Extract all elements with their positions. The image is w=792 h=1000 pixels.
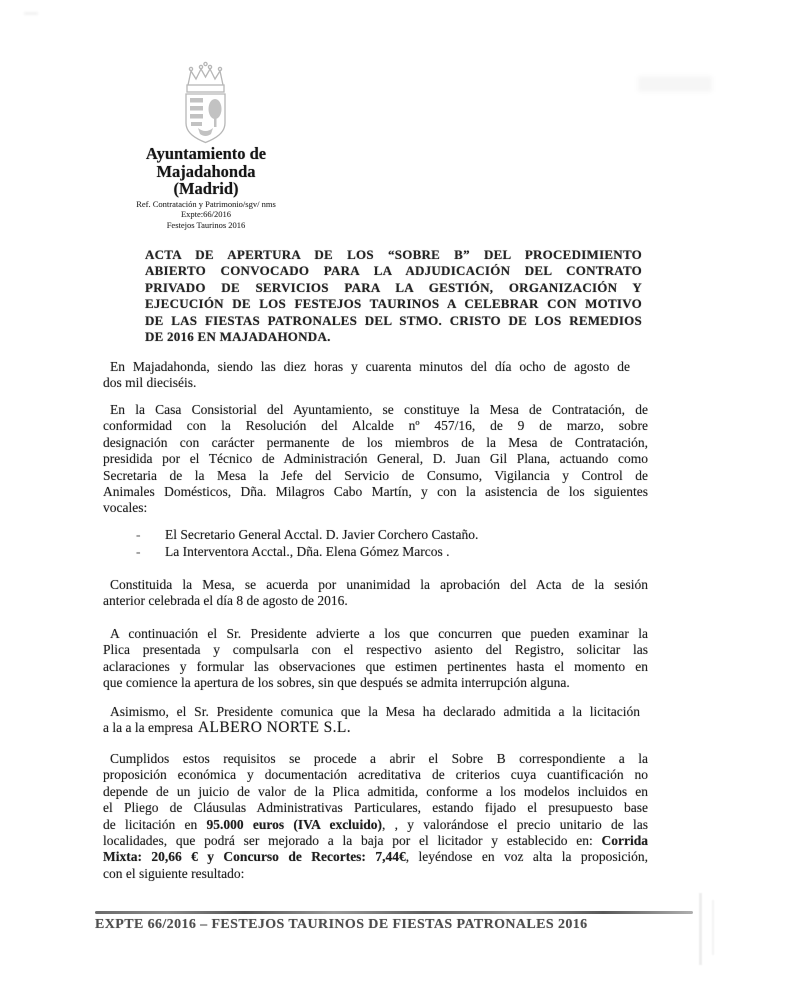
text-segment: a la a la empresa [103, 720, 193, 736]
text-segment: localidades, que podrá ser mejorado a la baja por el licitador y establecido en: [103, 833, 602, 849]
scan-artifact [638, 76, 712, 92]
paragraph-mesa-constitucion [103, 402, 648, 517]
text-line: designación con carácter permanente de los miembros de la Mesa de Contratación, [103, 434, 648, 450]
paragraph-date-place [103, 359, 630, 392]
dash-bullet-icon: - [136, 543, 141, 559]
text-line [103, 720, 640, 736]
text-line: que comience la apertura de los sobres, sin que después se admita interrupción alguna. [103, 675, 570, 691]
text-line: A continuación el Sr. Presidente advierte a los que concurren que pueden examinar la [110, 626, 648, 641]
vocal-name: La Interventora Acctal., Dña. Elena Gómez Marcos . [165, 543, 450, 559]
vocal-name: El Secretario General Acctal. D. Javier Corchero Castaño. [165, 527, 479, 542]
ticket-prices: Mixta: 20,66 € y Concurso de Recortes: 7,44€ [103, 849, 406, 865]
text-line: dos mil dieciséis. [103, 375, 197, 391]
text-line: vocales: [103, 500, 148, 516]
org-name-line: Majadahonda [156, 161, 256, 181]
text-line: Animales Domésticos, Dña. Milagros Cabo Martín, y con la asistencia de los siguientes [103, 484, 648, 500]
paragraph-advertencia-presidente [103, 626, 648, 692]
footer-divider-line [95, 911, 693, 914]
text-segment: de licitación en [103, 816, 207, 832]
text-line: aclaraciones y formular las observaciones que estimen pertinentes hasta el momento en [103, 658, 648, 674]
text-line: Cumplidos estos requisitos se procede a abrir el Sobre B correspondiente a la [110, 751, 648, 766]
text-line: con el siguiente resultado: [103, 865, 245, 881]
list-item [136, 527, 646, 544]
scan-artifact [699, 893, 702, 965]
dash-bullet-icon: - [136, 527, 141, 542]
title-line: PRIVADO DE SERVICIOS PARA LA GESTIÓN, ORGANIZACIÓN Y [145, 279, 642, 295]
title-line: EJECUCIÓN DE LOS FESTEJOS TAURINOS A CELEBRAR CON MOTIVO [145, 296, 642, 312]
org-name-line: Ayuntamiento de [145, 144, 267, 163]
reference-line: Festejos Taurinos 2016 [166, 219, 246, 230]
vocales-list [136, 527, 646, 560]
text-segment: , leyéndose en voz alta la proposición, [405, 849, 648, 865]
text-line: En Majadahonda, siendo las diez horas y cuarenta minutos del día ocho de agosto de [110, 359, 630, 374]
text-line: depende de un juicio de valor de la Plica admitida, conforme a los modelos incluidos en [103, 783, 648, 799]
scan-artifact [712, 900, 714, 955]
text-line [103, 849, 648, 865]
list-item [136, 544, 646, 561]
org-name-line: (Madrid) [173, 179, 239, 198]
text-line [103, 817, 648, 833]
text-line: proposición económica y documentación acreditativa de criterios cuya cuantificación no [103, 767, 648, 783]
text-segment: , , y valorándose el precio unitario de las [381, 816, 648, 832]
text-line: anterior celebrada el día 8 de agosto de 2016. [103, 593, 348, 609]
text-line: Constituida la Mesa, se acuerda por unanimidad la aprobación del Acta de la sesión [110, 577, 648, 592]
paragraph-apertura-sobre-b [103, 751, 648, 882]
text-line: Secretaria de la Mesa la Jefe del Servicio de Consumo, Vigilancia y Control de [103, 467, 648, 483]
company-name: ALBERO NORTE S.L. [197, 719, 352, 737]
reference-line: Ref. Contratación y Patrimonio/sgv/ nms [136, 199, 276, 209]
coat-of-arms-icon [171, 60, 240, 145]
budget-amount: 95.000 euros (IVA excluido) [206, 816, 382, 832]
text-line: Asimismo, el Sr. Presidente comunica que la Mesa ha declarado admitida a la licitación [110, 704, 640, 719]
reference-line: Expte:66/2016 [180, 209, 232, 220]
title-line: ABIERTO CONVOCADO PARA LA ADJUDICACIÓN DEL CONTRATO [145, 263, 642, 279]
paragraph-empresa-admitida [103, 704, 640, 737]
text-line [103, 833, 648, 849]
text-line: presidida por el Técnico de Administración General, D. Juan Gil Plana, actuando como [103, 451, 648, 467]
paragraph-aprobacion-acta [103, 577, 648, 610]
text-line: el Pliego de Cláusulas Administrativas Particulares, estando fijado el presupuesto base [103, 800, 648, 816]
reference-block [96, 199, 316, 230]
page-footer [95, 911, 693, 933]
title-line: DE LAS FIESTAS PATRONALES DEL STMO. CRISTO DE LOS REMEDIOS [145, 312, 642, 328]
footer-text: EXPTE 66/2016 – FESTEJOS TAURINOS DE FIESTAS PATRONALES 2016 [95, 917, 588, 932]
title-line: DE 2016 EN MAJADAHONDA. [145, 329, 331, 345]
document-title [145, 247, 642, 345]
text-line: conformidad con la Resolución del Alcalde nº 457/16, de 9 de marzo, sobre [103, 418, 648, 434]
text-line: Plica presentada y compulsarla con el respectivo asiento del Registro, solicitar las [103, 642, 648, 658]
scan-artifact [24, 12, 38, 15]
title-line: ACTA DE APERTURA DE LOS “SOBRE B” DEL PROCEDIMIENTO [145, 247, 642, 262]
org-name [100, 145, 312, 198]
price-label: Corrida [601, 833, 648, 849]
text-line: En la Casa Consistorial del Ayuntamiento, se constituye la Mesa de Contratación, de [110, 402, 648, 417]
